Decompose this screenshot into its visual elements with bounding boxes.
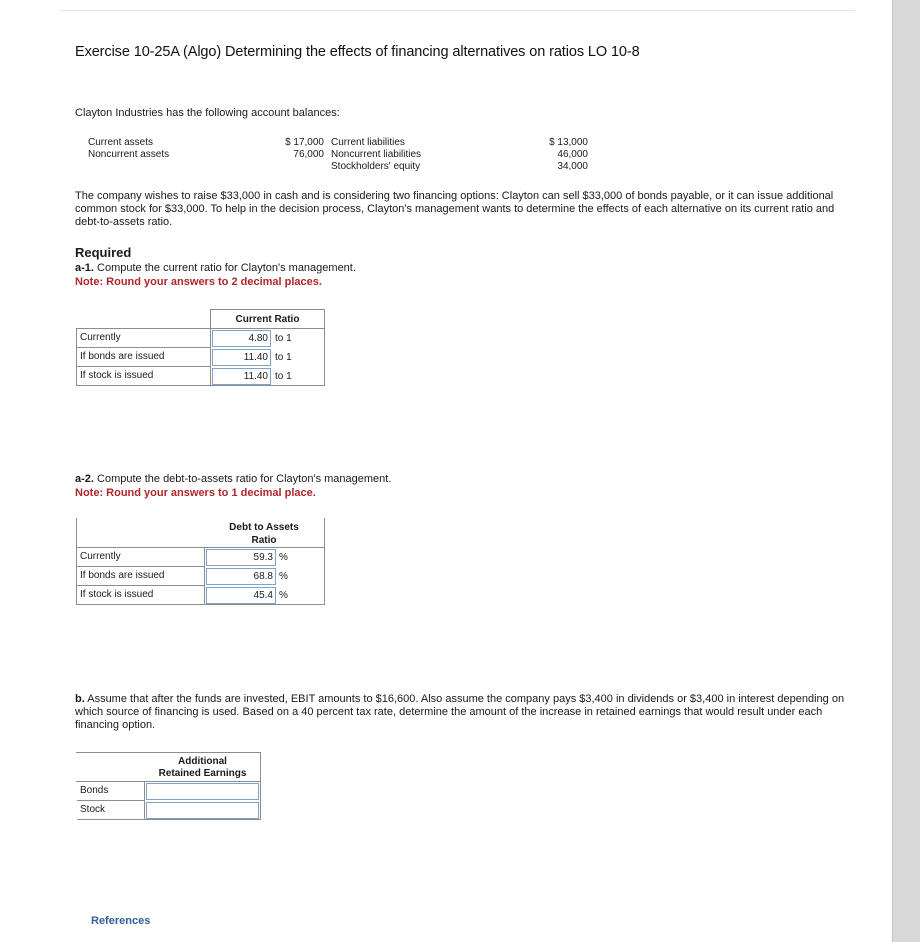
page-title: Exercise 10-25A (Algo) Determining the effects of financing alternatives on ratios LO 10-8	[75, 44, 640, 60]
question-a2-text: Compute the debt-to-assets ratio for Clayton's management.	[93, 473, 392, 485]
debt-to-assets-row-label: If bonds are issued	[77, 567, 204, 586]
scrollbar-edge	[892, 0, 893, 942]
question-b	[75, 693, 850, 732]
current-ratio-row-label: If stock is issued	[77, 367, 210, 386]
current-ratio-row-label: If bonds are issued	[77, 348, 210, 367]
debt-to-assets-row-label: If stock is issued	[77, 586, 204, 605]
account-label-stockholders-equity: Stockholders' equity	[331, 161, 421, 172]
debt-to-assets-input[interactable]: 45.4	[206, 587, 276, 604]
current-ratio-row-label: Currently	[77, 329, 210, 348]
current-ratio-unit: to 1	[275, 352, 292, 363]
debt-to-assets-header: Debt to Assets	[229, 522, 299, 533]
debt-to-assets-unit: %	[279, 552, 288, 563]
current-ratio-input[interactable]: 11.40	[212, 368, 271, 385]
question-a1	[75, 262, 356, 274]
required-heading: Required	[75, 245, 132, 260]
debt-to-assets-unit: %	[279, 590, 288, 601]
current-ratio-unit: to 1	[275, 333, 292, 344]
account-label-noncurrent-assets: Noncurrent assets	[88, 149, 170, 160]
question-a2	[75, 473, 391, 485]
question-a1-text: Compute the current ratio for Clayton's management.	[93, 262, 356, 274]
debt-to-assets-input[interactable]: 59.3	[206, 549, 276, 566]
question-a1-number: a-1.	[75, 262, 94, 274]
debt-to-assets-unit: %	[279, 571, 288, 582]
current-ratio-unit: to 1	[275, 371, 292, 382]
account-label-current-liabilities: Current liabilities	[331, 137, 405, 148]
current-ratio-input[interactable]: 4.80	[212, 330, 271, 347]
current-ratio-header: Current Ratio	[235, 314, 300, 325]
problem-description: The company wishes to raise $33,000 in cash and is considering two financing options: Clayton can sell $33,000 of bonds payable, or it can issue additional common stock for $33,000. To help in the decision process, Clayton's management wants to determine the effects of each alternative on its current ratio and debt-to-assets ratio.	[75, 190, 835, 228]
account-value-stockholders-equity: 34,000	[557, 161, 588, 172]
current-ratio-input[interactable]: 11.40	[212, 349, 271, 366]
debt-to-assets-header-line2: Ratio	[251, 535, 277, 546]
account-value-current-assets: $ 17,000	[285, 137, 324, 148]
note-a1: Note: Round your answers to 2 decimal places.	[75, 276, 322, 288]
intro-text: Clayton Industries has the following account balances:	[75, 107, 340, 119]
note-a2: Note: Round your answers to 1 decimal place.	[75, 487, 316, 499]
account-value-noncurrent-assets: 76,000	[293, 149, 324, 160]
references-link[interactable]: References	[91, 915, 151, 927]
debt-to-assets-input[interactable]: 68.8	[206, 568, 276, 585]
retained-earnings-input-stock[interactable]	[146, 802, 259, 819]
scrollbar[interactable]	[892, 0, 920, 942]
top-divider	[60, 10, 855, 11]
debt-to-assets-row-label: Currently	[77, 548, 204, 567]
question-b-text: Assume that after the funds are invested, EBIT amounts to $16,600. Also assume the company pays $3,400 in dividends or $3,400 in interest depending on which source of financing is used. Based on a 40 percent tax rate, determine the amount of the increase in retained earnings that would result under each financing option.	[75, 693, 845, 731]
account-label-current-assets: Current assets	[88, 137, 154, 148]
account-value-current-liabilities: $ 13,000	[549, 137, 588, 148]
retained-earnings-row-label: Bonds	[77, 782, 144, 801]
retained-earnings-row-label: Stock	[77, 801, 144, 820]
retained-earnings-header-line2: Retained Earnings	[158, 768, 247, 779]
account-label-noncurrent-liabilities: Noncurrent liabilities	[331, 149, 422, 160]
question-a2-number: a-2.	[75, 473, 94, 485]
question-b-number: b.	[75, 693, 85, 705]
account-value-noncurrent-liabilities: 46,000	[557, 149, 588, 160]
retained-earnings-input-bonds[interactable]	[146, 783, 259, 800]
retained-earnings-header: Additional	[178, 756, 227, 767]
